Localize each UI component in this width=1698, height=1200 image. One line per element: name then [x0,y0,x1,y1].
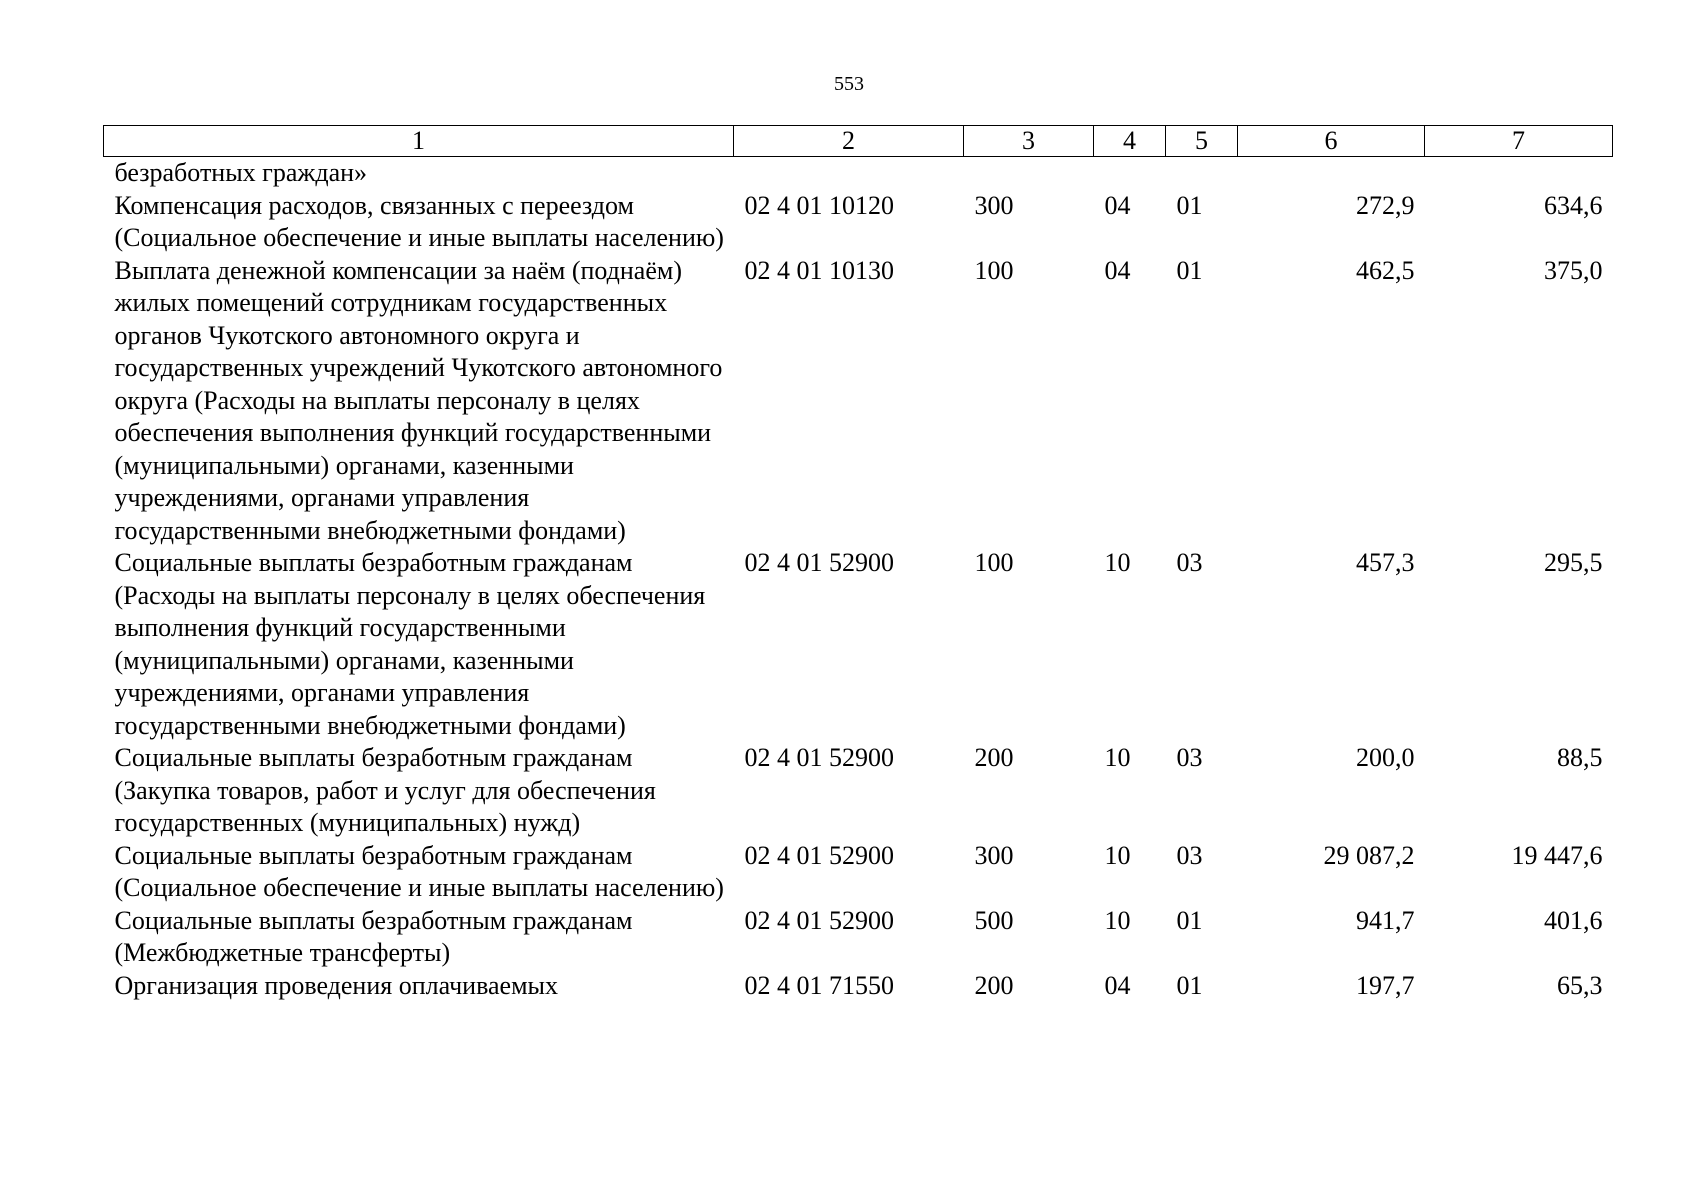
table-row [104,970,1613,1003]
row-expense-type: 300 [974,190,1014,220]
column-header-7: 7 [1425,126,1613,157]
row-value-col6: 200,0 [1356,743,1415,772]
row-expense-type: 200 [974,743,1014,772]
row-target-code: 02 4 01 52900 [744,905,894,935]
row-value-col6: 941,7 [1356,905,1415,935]
row-subsection: 01 [1176,190,1203,220]
row-subsection: 03 [1176,743,1203,772]
row-value-col7 [1425,157,1613,190]
row-value-col6 [1238,157,1425,190]
budget-table [103,125,1613,1002]
row-target-code: 02 4 01 52900 [744,840,894,870]
row-subsection: 03 [1176,548,1203,577]
row-value-col7: 65,3 [1557,970,1603,1000]
row-value-col6: 462,5 [1356,255,1415,285]
row-section: 10 [1104,743,1131,772]
row-name: Компенсация расходов, связанных с переездом (Социальное обеспечение и иные выплаты населению) [114,190,724,252]
row-value-col7: 19 447,6 [1511,840,1603,870]
row-name: Социальные выплаты безработным гражданам (Социальное обеспечение и иные выплаты населению) [114,840,724,902]
row-name: Социальные выплаты безработным гражданам (Расходы на выплаты персоналу в целях обеспечения выполнения функций государственными (муниципальными) органами, казенными учреждениями, органами управления государственными внебюджетными фондами) [114,548,706,740]
row-subsection: 01 [1176,255,1203,285]
row-section [1094,157,1166,190]
row-subsection: 03 [1176,840,1203,870]
row-subsection: 01 [1176,905,1203,935]
row-value-col7: 295,5 [1544,548,1603,577]
row-name: Социальные выплаты безработным гражданам (Межбюджетные трансферты) [114,905,633,967]
table-row [104,157,1613,190]
page-number: 553 [834,73,864,95]
row-name: Организация проведения оплачиваемых [114,970,559,1000]
row-value-col7: 88,5 [1557,743,1603,772]
column-header-5: 5 [1166,126,1238,157]
row-target-code: 02 4 01 52900 [744,548,894,577]
table-row [104,190,1613,255]
table-row [104,905,1613,970]
row-target-code: 02 4 01 71550 [744,970,894,1000]
row-section: 04 [1104,190,1131,220]
row-subsection [1166,157,1238,190]
row-expense-type: 500 [974,905,1014,935]
column-header-1: 1 [104,126,734,157]
row-target-code: 02 4 01 10130 [744,255,894,285]
row-expense-type: 200 [974,970,1014,1000]
row-expense-type: 100 [974,548,1014,577]
table-header [104,126,1613,157]
row-name: Социальные выплаты безработным гражданам (Закупка товаров, работ и услуг для обеспечения государственных (муниципальных) нужд) [114,743,656,837]
row-name: безработных граждан» [114,158,368,187]
row-target-code [734,157,964,190]
row-section: 10 [1104,840,1131,870]
row-value-col7: 401,6 [1544,905,1603,935]
row-name: Выплата денежной компенсации за наём (поднаём) жилых помещений сотрудникам государственных органов Чукотского автономного округа и государственных учреждений Чукотского автономного округа (Расходы на выплаты персоналу в целях обеспечения выполнения функций государственными (муниципальными) органами, казенными учреждениями, органами управления государственными внебюджетными фондами) [114,255,723,545]
table-row [104,742,1613,840]
row-expense-type: 100 [974,255,1014,285]
table-body [104,157,1613,1003]
row-value-col6: 197,7 [1356,970,1415,1000]
header-row [104,126,1613,157]
column-header-3: 3 [964,126,1094,157]
table-row [104,547,1613,742]
table-row [104,840,1613,905]
row-expense-type: 300 [974,840,1014,870]
row-subsection: 01 [1176,970,1203,1000]
table-row [104,255,1613,548]
column-header-4: 4 [1094,126,1166,157]
row-target-code: 02 4 01 10120 [744,190,894,220]
row-section: 10 [1104,548,1131,577]
row-expense-type [964,157,1094,190]
row-value-col6: 272,9 [1356,190,1415,220]
row-value-col6: 457,3 [1356,548,1415,577]
column-header-2: 2 [734,126,964,157]
row-target-code: 02 4 01 52900 [744,743,894,772]
row-section: 10 [1104,905,1131,935]
row-section: 04 [1104,970,1131,1000]
row-value-col7: 634,6 [1544,190,1603,220]
row-value-col7: 375,0 [1544,255,1603,285]
column-header-6: 6 [1238,126,1425,157]
row-section: 04 [1104,255,1131,285]
row-value-col6: 29 087,2 [1323,840,1415,870]
